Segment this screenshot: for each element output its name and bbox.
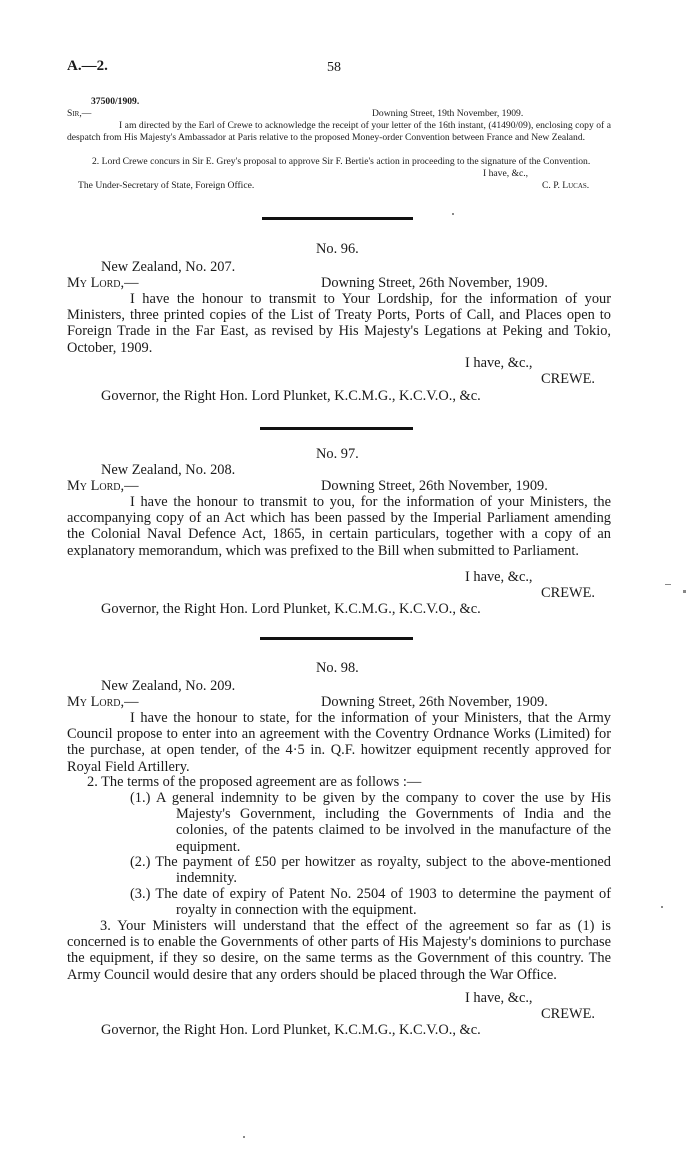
series-number: New Zealand, No. 207. [101, 259, 236, 275]
section-divider [260, 427, 413, 430]
signature: CREWE. [541, 1006, 595, 1022]
paragraph: I have the honour to transmit to you, for the information of your Ministers, the accompanying copy of an Act which has been passed by the Imperial Parliament amending the Colonial Naval Defence Act, 1865, in certain particulars, together with a copy of an explanatory memorandum, which was prefixed to the Bill when submitted to Parliament. [67, 494, 611, 559]
addressee: Governor, the Right Hon. Lord Plunket, K.C.M.G., K.C.V.O., &c. [101, 601, 481, 617]
signature: CREWE. [541, 371, 595, 387]
place-date: Downing Street, 26th November, 1909. [321, 694, 548, 710]
scan-speck [243, 1136, 245, 1138]
place-date: Downing Street, 26th November, 1909. [321, 478, 548, 494]
paragraph: 2. The terms of the proposed agreement are as follows :— [87, 774, 422, 790]
scan-speck [665, 584, 671, 585]
place-date: Downing Street, 26th November, 1909. [321, 275, 548, 291]
section-divider [262, 217, 413, 220]
addressee: Governor, the Right Hon. Lord Plunket, K.C.M.G., K.C.V.O., &c. [101, 388, 481, 404]
list-item: (3.) The date of expiry of Patent No. 2504 of 1903 to determine the payment of royalty in connection with the equipment. [130, 886, 611, 919]
signature: CREWE. [541, 585, 595, 601]
paragraph: I am directed by the Earl of Crewe to acknowledge the receipt of your letter of the 16th instant, (41490/09), enclosing copy of a despatch from His Majesty's Ambassador at Paris relative to the proposed Money-order Convention between France and New Zealand. [67, 120, 611, 143]
page-reference: A.—2. [67, 58, 108, 74]
salutation: My Lord,— [67, 694, 139, 710]
signature: C. P. Lucas. [542, 180, 590, 191]
file-number: 37500/1909. [91, 96, 140, 107]
section-divider [260, 637, 413, 640]
salutation: Sir,— [67, 108, 92, 119]
place-date: Downing Street, 19th November, 1909. [372, 108, 524, 119]
scan-speck [683, 590, 686, 593]
despatch-number: No. 97. [316, 446, 359, 462]
salutation: My Lord,— [67, 478, 139, 494]
paragraph: 3. Your Ministers will understand that the effect of the agreement so far as (1) is concerned is to enable the Governments of other parts of His Majesty's dominions to purchase the equipment, if they so desire, on the same terms as the Government of this country. The Army Council would desire that any orders should be placed through the War Office. [67, 918, 611, 983]
closing: I have, &c., [465, 355, 533, 371]
scan-speck [452, 213, 454, 215]
addressee: Governor, the Right Hon. Lord Plunket, K.C.M.G., K.C.V.O., &c. [101, 1022, 481, 1038]
despatch-number: No. 98. [316, 660, 359, 676]
paragraph: 2. Lord Crewe concurs in Sir E. Grey's proposal to approve Sir F. Bertie's action in proceeding to the signature of the Convention. [92, 156, 591, 167]
despatch-number: No. 96. [316, 241, 359, 257]
series-number: New Zealand, No. 208. [101, 462, 236, 478]
list-item: (2.) The payment of £50 per howitzer as royalty, subject to the above-mentioned indemnity. [130, 854, 611, 887]
closing: I have, &c., [465, 990, 533, 1006]
page-number: 58 [327, 60, 341, 75]
list-item: (1.) A general indemnity to be given by the company to cover the use by His Majesty's Government, including the Governments of India and the colonies, of the patents claimed to be involved in the manufacture of the equipment. [130, 790, 611, 855]
paragraph: I have the honour to state, for the information of your Ministers, that the Army Council propose to enter into an agreement with the Coventry Ordnance Works (Limited) for the purchase, at open tender, of the 4·5 in. Q.F. howitzer equipment recently approved for Royal Field Artillery. [67, 710, 611, 775]
closing: I have, &c., [483, 168, 529, 179]
addressee: The Under-Secretary of State, Foreign Office. [78, 180, 255, 191]
scan-speck [661, 906, 663, 908]
series-number: New Zealand, No. 209. [101, 678, 236, 694]
closing: I have, &c., [465, 569, 533, 585]
paragraph: I have the honour to transmit to Your Lordship, for the information of your Ministers, three printed copies of the List of Treaty Ports, Ports of Call, and Places open to Foreign Trade in the Far East, as revised by His Majesty's Legations at Peking and Tokio, October, 1909. [67, 291, 611, 356]
salutation: My Lord,— [67, 275, 139, 291]
